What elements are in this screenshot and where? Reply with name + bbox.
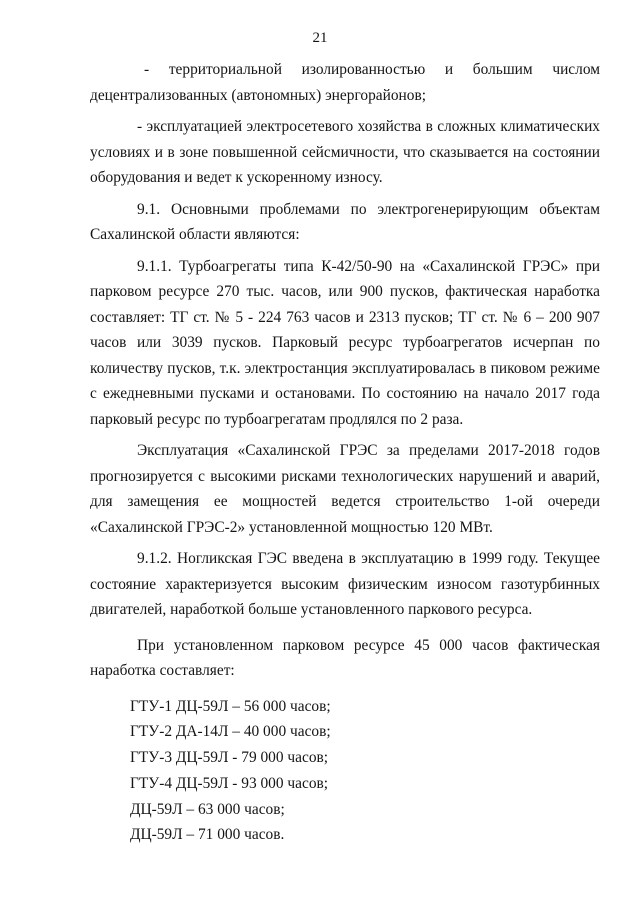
word: территориальной xyxy=(168,61,282,78)
list-item: ГТУ-2 ДА-14Л – 40 000 часов; xyxy=(130,723,331,741)
word: - xyxy=(144,61,150,78)
paragraph-6: 9.1.2. Ногликская ГЭС введена в эксплуатацию в 1999 году. Текущее состояние характеризуется высоким физическим износом газотурбинных двигателей, наработкой больше установленного паркового ресурса. xyxy=(90,550,600,618)
paragraph-1-line-2: децентрализованных (автономных) энергорайонов; xyxy=(90,86,427,104)
word: большим xyxy=(472,61,533,78)
paragraph-2: - эксплуатацией электросетевого хозяйства в сложных климатических условиях и в зоне повышенной сейсмичности, что сказывается на состоянии оборудования и ведет к ускоренному износу. xyxy=(90,118,600,186)
list-item: ГТУ-4 ДЦ-59Л - 93 000 часов; xyxy=(130,774,329,792)
document-body xyxy=(90,57,600,848)
word: и xyxy=(444,61,454,78)
paragraph-5: Эксплуатация «Сахалинской ГРЭС за пределами 2017-2018 годов прогнозируется с высокими рисками технологических нарушений и аварий, для замещения ее мощностей ведется строительство 1-ой очереди «Сахалинской ГРЭС-2» установленной мощностью 120 МВт. xyxy=(90,442,600,536)
word: числом xyxy=(552,61,600,78)
paragraph-1-line-1 xyxy=(90,57,600,83)
paragraph-4: 9.1.1. Турбоагрегаты типа К-42/50-90 на «Сахалинской ГРЭС» при парковом ресурсе 270 тыс. часов, или 900 пусков, фактическая наработка составляет: ТГ ст. № 5 - 224 763 часов и 2313 пусков; ТГ ст. № 6 – 200 907 часов или 3039 пусков. Парковый ресурс турбоагрегатов исчерпан по количеству пусков, т.к. электростанция эксплуатировалась в пиковом режиме с ежедневными пусками и остановами. По состоянию на начало 2017 года парковый ресурс по турбоагрегатам продлялся по 2 раза. xyxy=(90,257,600,428)
page-number: 21 xyxy=(312,30,328,46)
paragraph-7: При установленном парковом ресурсе 45 000 часов фактическая наработка составляет: xyxy=(90,636,600,679)
paragraph-3: 9.1. Основными проблемами по электрогенерирующим объектам Сахалинской области являются: xyxy=(90,200,600,243)
list-item: ДЦ-59Л – 63 000 часов; xyxy=(130,800,285,818)
list-item: ГТУ-1 ДЦ-59Л – 56 000 часов; xyxy=(130,697,331,715)
list-item: ДЦ-59Л – 71 000 часов. xyxy=(130,826,285,844)
list-item: ГТУ-3 ДЦ-59Л - 79 000 часов; xyxy=(130,749,329,767)
word: изолированностью xyxy=(301,61,426,78)
